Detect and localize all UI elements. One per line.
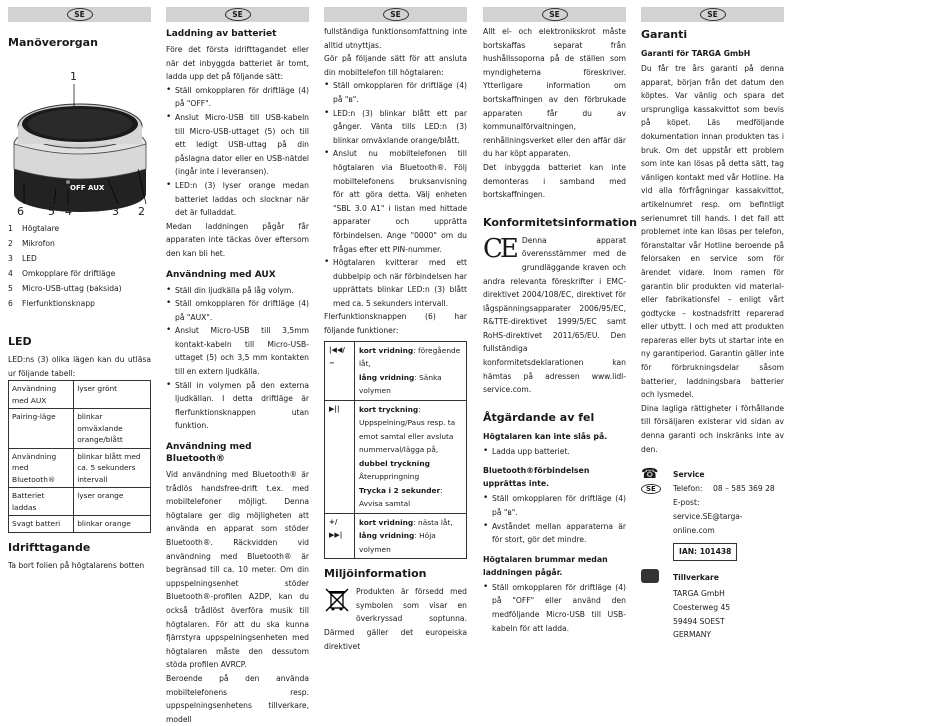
se-country-badge: SE	[641, 484, 661, 494]
next-symbol: +/▶▶|	[325, 513, 355, 559]
ce-mark: CE	[483, 233, 516, 264]
callout-4: 4	[65, 205, 72, 218]
list-item: • Ställ in volymen på den externa ljudkällan. I detta driftläge är flerfunktionsknappen utan funktion.	[166, 379, 309, 433]
phone-icon: ☎	[641, 466, 659, 483]
list-item: • Ställ omkopplaren för driftläge (4) på "ʙ".	[324, 79, 467, 106]
conformity-text: Denna apparat överensstämmer med de grundläggande kraven och andra relevanta föreskrifter i EMC-direktivet 2004/108/EC, direktivet för lågspänningsapparater 2006/95/EC, R&TTE-direktivet 1999/5/EC samt RoHS-direktivet 2011/65/EU. Den fullständiga konformitetsdeklarationen kan hämtas på adressen www.lidl-service.com.	[483, 235, 626, 395]
aux-label: AUX	[88, 184, 105, 192]
manufacturer-heading: Tillverkare	[673, 573, 719, 583]
warranty-text: Du får tre års garanti på denna apparat, början från det datum den köptes. Var vänlig och spara det ursprungliga kassakvittot som bevis på köpet. Läs medföljande dokumentation innan produkten tas i bruk. Om det uppstår ett problem som inte kan lösas på detta sätt, tag vänligen kontakt med vår Hotline. Ha vid alla förfrågningar kassakvittot, artikelnumret resp. om befintligt serienumret till hands. I det fall att problemet inte kan lösas per telefon, föranstaltar vår Hotline beroende på felorsaken en service som för ärendet vidare. Inom ramen för garantin blir produkten vid material- eller fabrikationsfel – enligt vårt godtycke – kostnadsfritt reparerad eller utbytt. I och med att produkten repareras eller byts ut startar inte en ny garantiperiod. Garantin gäller inte för förbrukningsdelar såsom batterier, laddningsbara batterier och lysmedel.	[641, 64, 784, 400]
list-item: • LED:n (3) lyser orange medan batteriet laddas och slocknar när det är fulladdat.	[166, 179, 309, 220]
column-1	[8, 0, 151, 634]
service-block	[641, 468, 784, 482]
language-bar	[8, 7, 151, 22]
environment-heading: Miljöinformation	[324, 567, 427, 581]
play-pause-symbol: ▶||	[325, 400, 355, 513]
factory-icon	[641, 569, 659, 583]
charge-intro: Före det första idrifttagandet eller när det inbyggda batteriet är tomt, ladda upp det på följande sätt:	[166, 45, 309, 82]
service-heading: Service	[673, 470, 705, 480]
manufacturer-line: 59494 SOEST	[673, 616, 725, 626]
button-intro: Flerfunktionsknappen (6) har följande funktioner:	[324, 312, 467, 336]
controls-heading: Manöverorgan	[8, 36, 98, 49]
se-badge: SE	[700, 8, 726, 21]
se-badge: SE	[67, 8, 93, 21]
list-item: • Anslut Micro-USB till 3,5mm kontakt-kabeln till Micro-USB-uttaget (5) och 3,5 mm kontakten till en extern ljudkälla.	[166, 324, 309, 378]
connect-list	[324, 79, 467, 310]
se-badge: SE	[383, 8, 409, 21]
callout-5: 5	[48, 205, 55, 218]
list-item: • Ladda upp batteriet.	[483, 445, 626, 459]
part-row: 5 Micro-USB-uttag (baksida)	[8, 284, 122, 293]
parts-list	[8, 221, 151, 311]
button-table	[324, 341, 467, 560]
manufacturer-line: Coesterweg 45	[673, 602, 731, 612]
crossed-bin-icon	[324, 587, 350, 613]
email-link[interactable]: service.SE@targa-online.com	[673, 512, 743, 535]
question-3: Högtalaren brummar medan laddningen pågår.	[483, 554, 608, 577]
battery-text: Det inbyggda batteriet kan inte demonteras i samband med bortskaffningen.	[483, 162, 626, 200]
se-badge: SE	[225, 8, 251, 21]
list-item: • Ställ omkopplaren för driftläge (4) på "OFF".	[166, 84, 309, 111]
connect-intro: Gör på följande sätt för att ansluta din mobiltelefon till högtalaren:	[324, 54, 467, 77]
led-intro: LED:ns (3) olika lägen kan du utläsa ur följande tabell:	[8, 355, 151, 378]
language-bar	[324, 7, 467, 22]
list-item: • LED:n (3) blinkar blått ett par gånger. Vänta tills LED:n (3) blinkar omväxlande orange/blått.	[324, 107, 467, 148]
table-row: Batteriet laddas lyser orange	[9, 488, 151, 516]
question-2: Bluetooth®förbindelsen upprättas inte.	[483, 466, 590, 489]
speaker-illustration	[8, 54, 151, 219]
list-item: • Ställ omkopplaren för driftläge (4) på "OFF" eller använd den medföljande Micro-USB till USB-kabeln för att ladda.	[483, 581, 626, 635]
callout-1: 1	[70, 70, 77, 83]
language-bar	[641, 7, 784, 22]
part-row: 3 LED	[8, 254, 37, 263]
aux-list	[166, 284, 309, 434]
aux-heading: Användning med AUX	[166, 269, 276, 280]
callout-6: 6	[17, 205, 24, 218]
list-item: • Ställ din ljudkälla på låg volym.	[166, 284, 309, 298]
list-item: • Anslut Micro-USB till USB-kabeln till Micro-USB-uttaget (5) och till ett ledigt USB-uttag på din påslagna dator eller en USB-nätdel (ingår inte i leveransen).	[166, 111, 309, 179]
column-5: SE Garanti Garanti för TARGA GmbH Du får tre års garanti på denna apparat, början från det datum den köptes. Var vänlig och spara det ursprungliga kassakvittot som bevis på köpet. Läs medföljande dokumentation innan produkten tas i bruk. Om det uppstår ett problem som inte kan lösas på detta sätt, tag vänligen kontakt med vår Hotline. Ha vid alla förfrågningar kassakvittot, artikelnumret resp. om befintligt serienumret till hands. I det fall att problemet inte kan lösas per telefon, föranstaltar vår Hotline beroende på felorsaken en service som för ärendet vidare. Inom ramen för garantin blir produkten vid material- eller fabrikationsfel – enligt vårt godtycke – kostnadsfritt reparerad eller utbytt. I och med att produkten repareras eller byts ut startar inte en ny garantiperiod. Garantin gäller inte för förbrukningsdelar såsom batterier, laddningsbara batterier och lysmedel. Dina lagliga rättigheter i förhållande till försäljaren existerar vid sidan av denna garanti och inskränks inte av den. ☎ Service SE Telefon: 08 – 585 369 28 E-post: service.SE@targa-online.com IAN: 101438 Tillverkare TARGA GmbH Coesterweg 45 59494 SOEST GERMANY	[641, 0, 784, 634]
phone-number: 08 – 585 369 28	[713, 484, 775, 494]
table-row: Användning med Bluetooth® blinkar blått med ca. 5 sekunders intervall	[9, 448, 151, 488]
led-heading: LED	[8, 335, 32, 348]
list-item: • Ställ omkopplaren för driftläge (4) på "ʙ".	[483, 492, 626, 519]
charge-list	[166, 84, 309, 220]
part-row: 1 Högtalare	[8, 224, 60, 233]
troubleshooting-heading: Åtgärdande av fel	[483, 410, 595, 424]
ian-badge: IAN: 101438	[673, 543, 737, 561]
question-1: Högtalaren kan inte slås på.	[483, 431, 608, 441]
table-row: Användning med AUX lyser grönt	[9, 381, 151, 409]
bluetooth-text-2: Beroende på den använda mobiltelefonens resp. uppspelningsenhetens tillverkare, modell	[166, 673, 309, 724]
part-row: 4 Omkopplare för driftläge	[8, 269, 116, 278]
language-bar	[166, 7, 309, 22]
part-row: 2 Mikrofon	[8, 239, 55, 248]
table-row: Svagt batteri blinkar orange	[9, 516, 151, 533]
column-2	[166, 0, 309, 724]
callout-3: 3	[112, 205, 119, 218]
table-row: +/▶▶| kort vridning: nästa låt, lång vridning: Höja volymen	[325, 513, 467, 559]
column-4	[483, 0, 637, 634]
part-row: 6 Flerfunktionsknapp	[8, 299, 95, 308]
bluetooth-text: Vid användning med Bluetooth® är trådlös handsfree-drift t.ex. med mobiltelefoner möjligt. Denna högtalare ger dig möjligheten att använda en apparat som stöder Bluetooth®. Räckvidden vid användning med Bluetooth® är begränsad till ca. 10 meter. Om din uppspelningsenhet stöder Bluetooth®-profilen A2DP, kan du också trådlöst överföra musik till högtalaren. För att du ska kunna fjärrstyra uppspelningsenheten med högtalaren måste den dessutom stöda profilen AVRCP.	[166, 470, 309, 670]
warranty-subheading: Garanti för TARGA GmbH	[641, 49, 751, 58]
intro-text: fullständiga funktionsomfattning inte alltid utnyttjas.	[324, 27, 467, 50]
led-table	[8, 380, 151, 533]
list-item: • Anslut nu mobiltelefonen till högtalaren via Bluetooth®. Följ mobiltelefonens bruksanvisning för att göra detta. Välj enheten "SBL 3.0 A1" i listan med hittade apparater och upprätta förbindelsen. Ange "0000" om du frågas efter ett PIN-nummer.	[324, 147, 467, 256]
se-badge: SE	[542, 8, 568, 21]
environment-text: Produkten är försedd med symbolen som visar en överkryssad soptunna. Därmed gäller det europeiska direktivet	[324, 587, 467, 651]
bluetooth-heading: Användning med Bluetooth®	[166, 442, 252, 465]
column-3	[324, 0, 467, 651]
callout-2: 2	[138, 205, 145, 218]
manufacturer-line: TARGA GmbH	[673, 589, 725, 599]
off-label: OFF	[70, 184, 86, 192]
charge-note: Medan laddningen pågår får apparaten inte täckas över eftersom den kan bli het.	[166, 221, 309, 258]
table-row: |◀◀/− kort vridning: föregående låt, lång vridning: Sänka volymen	[325, 341, 467, 400]
list-item: • Avståndet mellan apparaterna är för stort, gör det mindre.	[483, 520, 626, 547]
language-bar	[483, 7, 626, 22]
startup-text: Ta bort folien på högtalarens botten	[8, 560, 145, 570]
disposal-text: Allt el- och elektronikskrot måste bortskaffas separat från hushållssoporna på de ställen som myndigheterna föreskriver. Ytterligare information om bortskaffningen av den förbrukade apparaten får du av kommunalförvaltningen, renhållningsverket eller den affär där du har köpt apparaten.	[483, 27, 626, 159]
table-row: ▶|| kort tryckning: Uppspelning/Paus resp. ta emot samtal eller avsluta nummerval/lägga på, dubbel tryckning Återuppringning Trycka i 2 sekunder: Avvisa samtal	[325, 400, 467, 513]
warranty-text-2: Dina lagliga rättigheter i förhållande till försäljaren existerar vid sidan av denna garanti och inskränks inte av den.	[641, 403, 784, 454]
manufacturer-line: GERMANY	[673, 630, 712, 640]
conformity-heading: Konformitetsinformation	[483, 215, 637, 229]
charge-heading: Laddning av batteriet	[166, 29, 277, 39]
warranty-heading: Garanti	[641, 28, 688, 41]
startup-heading: Idrifttagande	[8, 540, 91, 554]
list-item: • Högtalaren kvitterar med ett dubbelpip och när förbindelsen har upprättats blinkar LED:n (3) blått med ca. 5 sekunders intervall.	[324, 256, 467, 310]
prev-symbol: |◀◀/−	[325, 341, 355, 400]
table-row: Pairing-läge blinkar omväxlande orange/blått	[9, 409, 151, 449]
list-item: • Ställ omkopplaren för driftläge (4) på "AUX".	[166, 297, 309, 324]
